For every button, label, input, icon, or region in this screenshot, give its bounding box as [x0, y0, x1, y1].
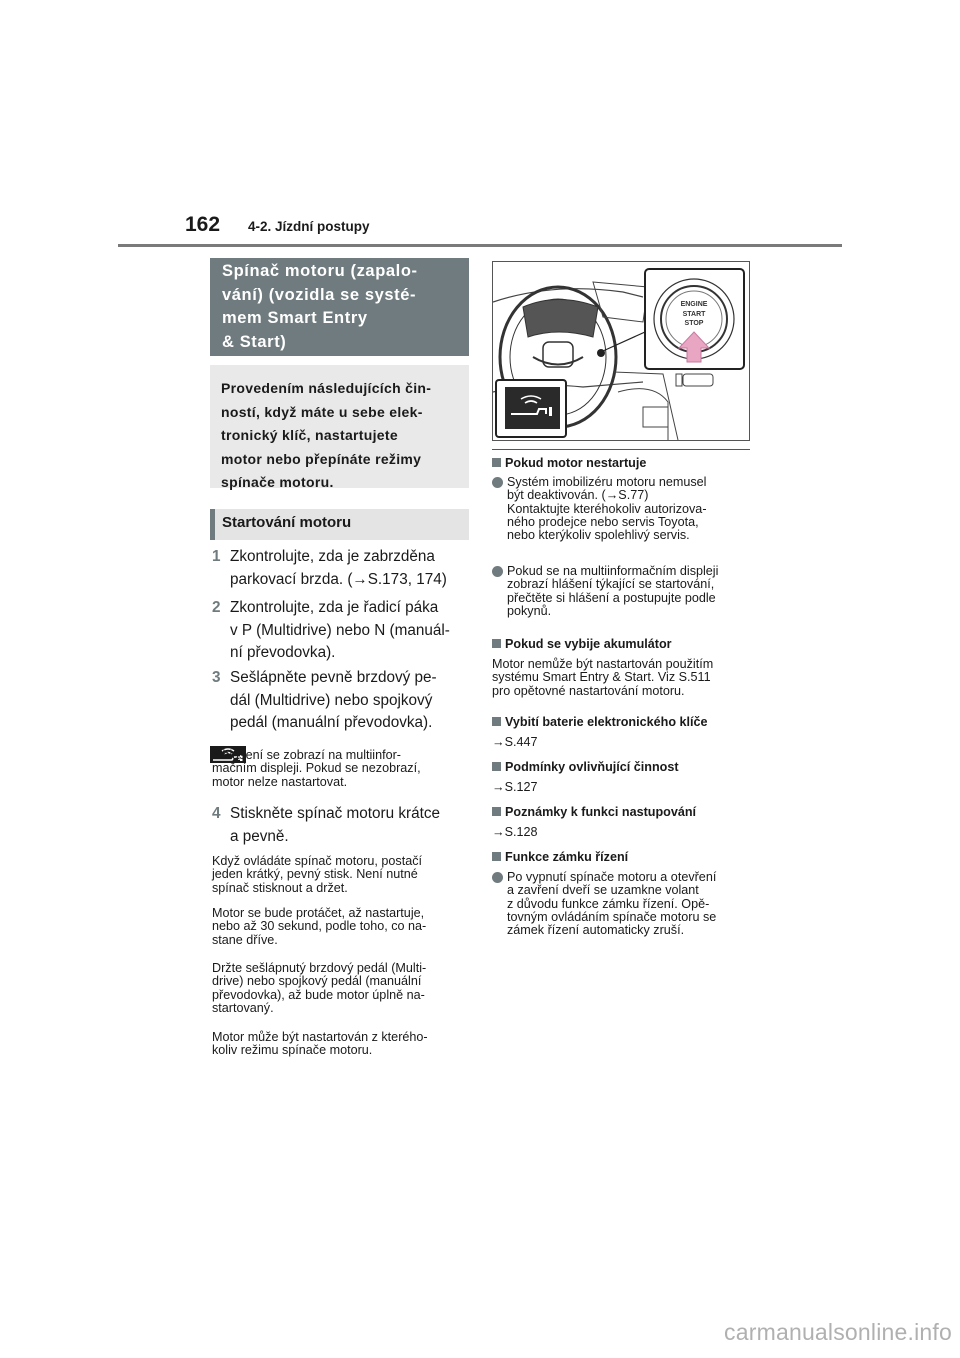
indicator-note: a hlášení se zobrazí na multiinfor- mačním displeji. Pokud se nezobrazí, motor nelze nastartovat.	[212, 748, 421, 789]
step-2	[212, 597, 474, 665]
button-label-stop: STOP	[684, 320, 704, 327]
right-bullet-2: Pokud se na multiinformačním displeji zobrazí hlášení týkající se startování, přečtěte si hlášení a postupujte podle pokynů.	[492, 565, 754, 618]
page-title: Spínač motoru (zapalo- vání) (vozidla se systé- mem Smart Entry & Start)	[222, 262, 418, 351]
right-heading-2: Pokud se vybije akumulátor	[492, 637, 754, 651]
step-number: 4	[212, 805, 221, 822]
round-bullet-icon	[492, 566, 503, 577]
round-bullet-icon	[492, 477, 503, 488]
right-ref-5: →S.128	[492, 825, 538, 839]
intro-box	[210, 365, 469, 488]
step-number: 2	[212, 599, 221, 616]
square-bullet-icon	[492, 762, 501, 771]
step-number: 1	[212, 548, 221, 565]
right-paragraph-2: Motor nemůže být nastartován použitím systému Smart Entry & Start. Viz S.511 pro opětovné nastartování motoru.	[492, 657, 714, 698]
step-text: Zkontrolujte, zda je zabrzděna parkovací brzda. (→S.173, 174)	[230, 548, 447, 588]
note-paragraph: Motor může být nastartován z kterého- koliv režimu spínače motoru.	[212, 1030, 428, 1058]
right-heading-1: Pokud motor nestartuje	[492, 456, 754, 470]
right-bullet-1: Systém imobilizéru motoru nemusel být deaktivován. (→S.77) Kontaktujte kteréhokoliv autorizova- ného prodejce nebo servis Toyota, nebo kterýkoliv spolehlivý servis.	[492, 476, 754, 542]
square-bullet-icon	[492, 458, 501, 467]
right-heading-5: Poznámky k funkci nastupování	[492, 805, 754, 819]
right-heading-4: Podmínky ovlivňující činnost	[492, 760, 754, 774]
subheading: Startování motoru	[222, 514, 352, 531]
square-bullet-icon	[492, 852, 501, 861]
step-1	[212, 546, 474, 591]
figure-divider	[492, 449, 750, 450]
button-label-engine: ENGINE	[680, 301, 708, 308]
step-number: 3	[212, 669, 221, 686]
right-bullet-6: Po vypnutí spínače motoru a otevření a zavření dveří se uzamkne volant z důvodu funkce zámku řízení. Opě- tovným ovládáním spínače motoru se zámek řízení automaticky zruší.	[492, 871, 754, 937]
section-title: 4-2. Jízdní postupy	[248, 219, 370, 234]
button-label-start: START	[682, 311, 706, 318]
step-text: Stiskněte spínač motoru krátce a pevně.	[230, 805, 441, 845]
intro-text: Provedením následujících čin- ností, když máte u sebe elek- tronický klíč, nastartujete motor nebo přepínáte režimy spínače motoru.	[221, 380, 432, 490]
subheading-box	[210, 509, 469, 540]
round-bullet-icon	[492, 872, 503, 883]
note-paragraph: Držte sešlápnutý brzdový pedál (Multi- drive) nebo spojkový pedál (manuální převodovka), až bude motor úplně na- startovaný.	[212, 961, 427, 1015]
square-bullet-icon	[492, 807, 501, 816]
subheading-accent	[210, 509, 215, 540]
right-ref-4: →S.127	[492, 780, 538, 794]
header-divider	[118, 244, 842, 247]
dashboard-illustration	[492, 261, 750, 441]
page-number: 162	[185, 213, 221, 236]
title-box	[210, 258, 469, 356]
note-paragraph: Když ovládáte spínač motoru, postačí jeden krátký, pevný stisk. Není nutné spínač stisknout a držet.	[212, 854, 423, 895]
square-bullet-icon	[492, 717, 501, 726]
step-text: Zkontrolujte, zda je řadicí páka v P (Multidrive) nebo N (manuál- ní převodovka).	[230, 599, 450, 661]
right-ref-3: →S.447	[492, 735, 538, 749]
square-bullet-icon	[492, 639, 501, 648]
footer-watermark: carmanualsonline.info	[724, 1319, 952, 1345]
step-4	[212, 803, 474, 848]
right-heading-6: Funkce zámku řízení	[492, 850, 754, 864]
step-3	[212, 667, 474, 735]
note-paragraph: Motor se bude protáčet, až nastartuje, nebo až 30 sekund, podle toho, co na- stane dříve.	[212, 906, 427, 947]
right-heading-3: Vybití baterie elektronického klíče	[492, 715, 754, 729]
step-text: Sešlápněte pevně brzdový pe- dál (Multidrive) nebo spojkový pedál (manuální převodovka).	[230, 669, 437, 731]
